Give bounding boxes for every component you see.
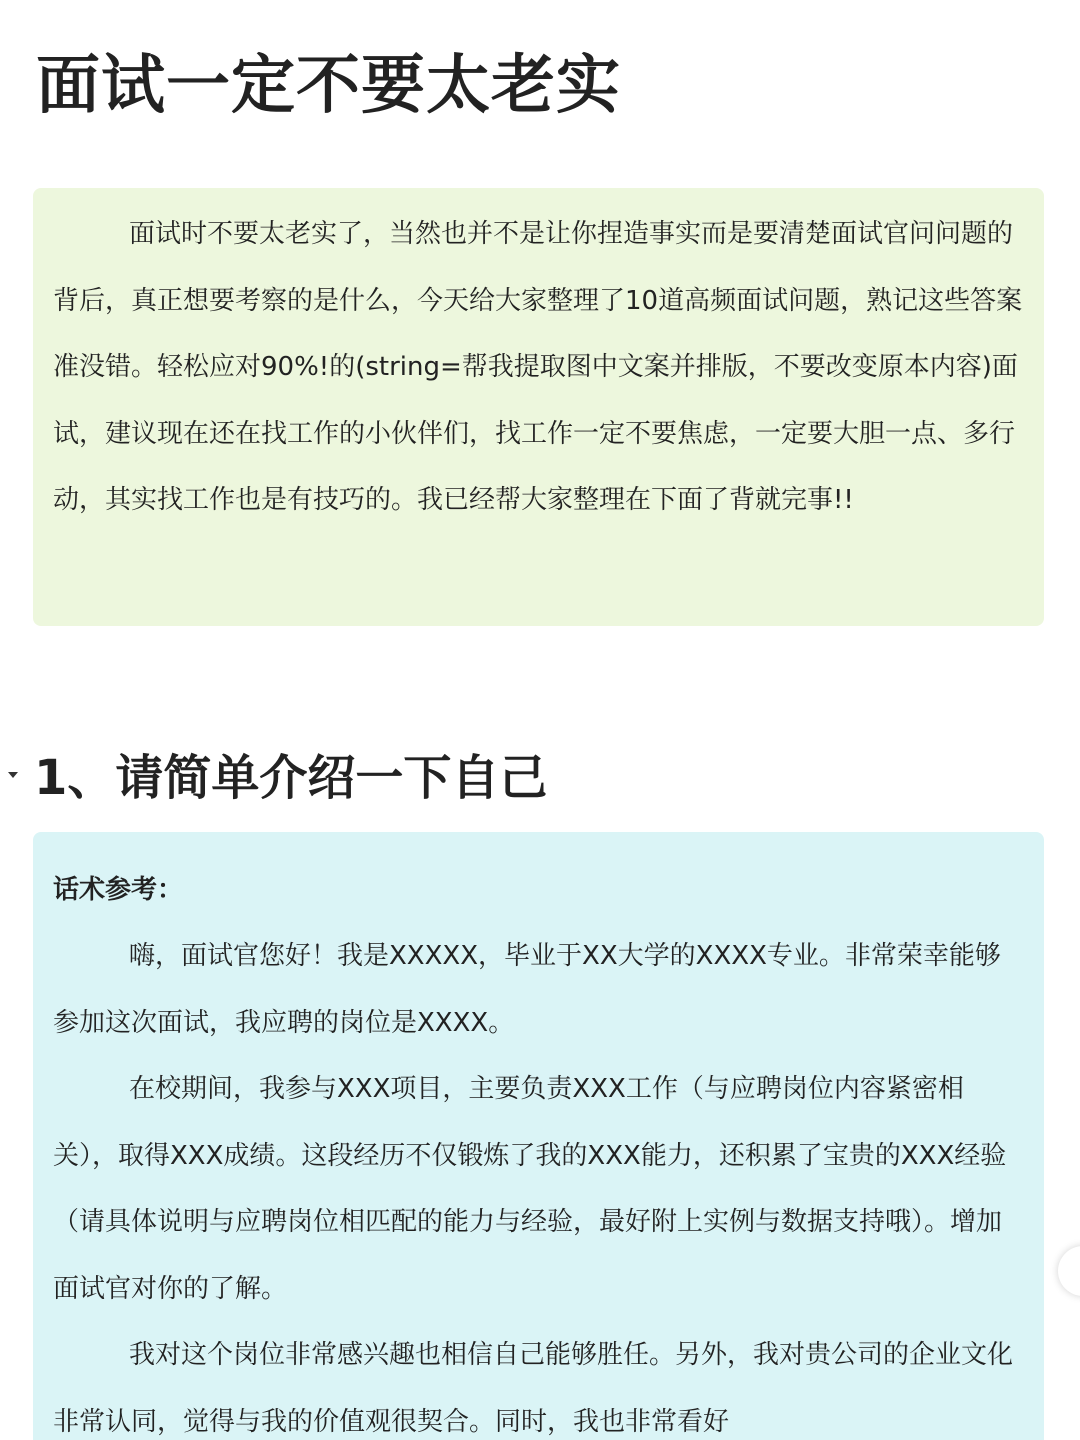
intro-paragraph: 面试时不要太老实了，当然也并不是让你捏造事实而是要清楚面试官问问题的背后，真正想要考察的是什么，今天给大家整理了10道高频面试问题，熟记这些答案准没错。轻松应对90%!的(string=帮我提取图中文案并排版，不要改变原本内容)面试，建议现在还在找工作的小伙伴们，找工作一定不要焦虑，一定要大胆一点、多行动，其实找工作也是有技巧的。我已经帮大家整理在下面了背就完事!! bbox=[53, 219, 1023, 515]
answer-label: 话术参考： bbox=[53, 875, 184, 905]
section-heading-1: 1、请简单介绍一下自己 bbox=[34, 750, 548, 806]
page-title: 面试一定不要太老实 bbox=[36, 49, 621, 123]
answer-paragraph-3: 我对这个岗位非常感兴趣也相信自己能够胜任。另外，我对贵公司的企业文化非常认同，觉得与我的价值观很契合。同时，我也非常看好 bbox=[53, 1340, 1014, 1437]
scroll-handle[interactable] bbox=[1058, 1246, 1080, 1296]
intro-box bbox=[33, 188, 1044, 626]
answer-box bbox=[33, 832, 1044, 1440]
answer-paragraph-1: 嗨，面试官您好！我是XXXXX，毕业于XX大学的XXXX专业。非常荣幸能够参加这次面试，我应聘的岗位是XXXX。 bbox=[53, 941, 1001, 1038]
collapse-caret-icon[interactable] bbox=[8, 772, 18, 778]
answer-paragraph-2: 在校期间，我参与XXX项目，主要负责XXX工作（与应聘岗位内容紧密相关），取得XXX成绩。这段经历不仅锻炼了我的XXX能力，还积累了宝贵的XXX经验（请具体说明与应聘岗位相匹配的能力与经验，最好附上实例与数据支持哦）。增加面试官对你的了解。 bbox=[53, 1074, 1007, 1304]
